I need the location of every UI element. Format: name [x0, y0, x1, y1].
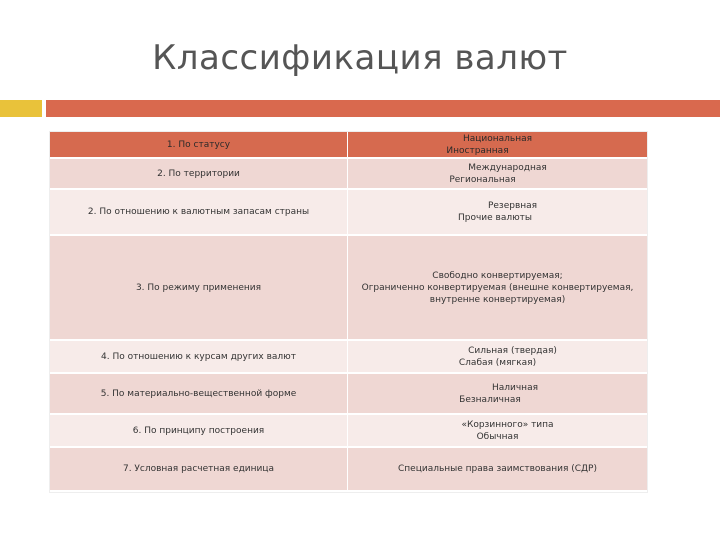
criterion-cell: 1. По статусу — [50, 132, 348, 157]
value-line: Сильная (твердая) — [468, 345, 557, 356]
value-line: Слабая (мягкая) — [458, 357, 537, 368]
table-row — [50, 190, 647, 236]
criterion-cell: 7. Условная расчетная единица — [50, 448, 348, 490]
value-line: Ограниченно конвертируемая (внешне конвертируемая, — [361, 282, 634, 293]
table-row — [50, 159, 647, 190]
criterion-cell: 2. По отношению к валютным запасам страны — [50, 190, 348, 234]
values-cell — [348, 448, 647, 490]
value-line: Резервная — [487, 201, 538, 211]
table-row — [50, 132, 647, 159]
value-line: Свободно конвертируемая; — [432, 270, 563, 281]
classification-table — [49, 131, 648, 493]
values-cell — [348, 159, 647, 188]
value-line: «Корзинного» типа — [461, 419, 554, 430]
criterion-cell: 2. По территории — [50, 159, 348, 188]
value-line: Безналичная — [459, 394, 521, 405]
criterion-cell: 6. По принципу построения — [50, 415, 348, 446]
criterion-cell: 3. По режиму применения — [50, 236, 348, 339]
values-cell — [348, 132, 647, 157]
slide-title: Классификация валют — [152, 38, 568, 78]
values-cell — [348, 236, 647, 339]
value-line: Наличная — [491, 382, 538, 393]
value-line: Иностранная — [446, 145, 509, 156]
value-line: внутренне конвертируемая) — [429, 294, 566, 305]
value-line: Специальные права заимствования (СДР) — [398, 464, 597, 474]
accent-yellow-block — [0, 100, 42, 117]
value-line: Обычная — [476, 431, 519, 442]
criterion-cell: 4. По отношению к курсам других валют — [50, 341, 348, 372]
table-row — [50, 415, 647, 448]
criterion-cell: 5. По материально-вещественной форме — [50, 374, 348, 413]
table-row — [50, 374, 647, 415]
accent-title-bar — [46, 100, 720, 117]
table-row — [50, 448, 647, 492]
value-line: Национальная — [462, 133, 533, 144]
values-cell — [348, 341, 647, 372]
table-row — [50, 341, 647, 374]
value-line: Прочие валюты — [457, 213, 533, 223]
value-line: Региональная — [449, 174, 516, 185]
values-cell — [348, 190, 647, 234]
values-cell — [348, 415, 647, 446]
value-line: Международная — [468, 162, 547, 173]
values-cell — [348, 374, 647, 413]
table-row — [50, 236, 647, 341]
